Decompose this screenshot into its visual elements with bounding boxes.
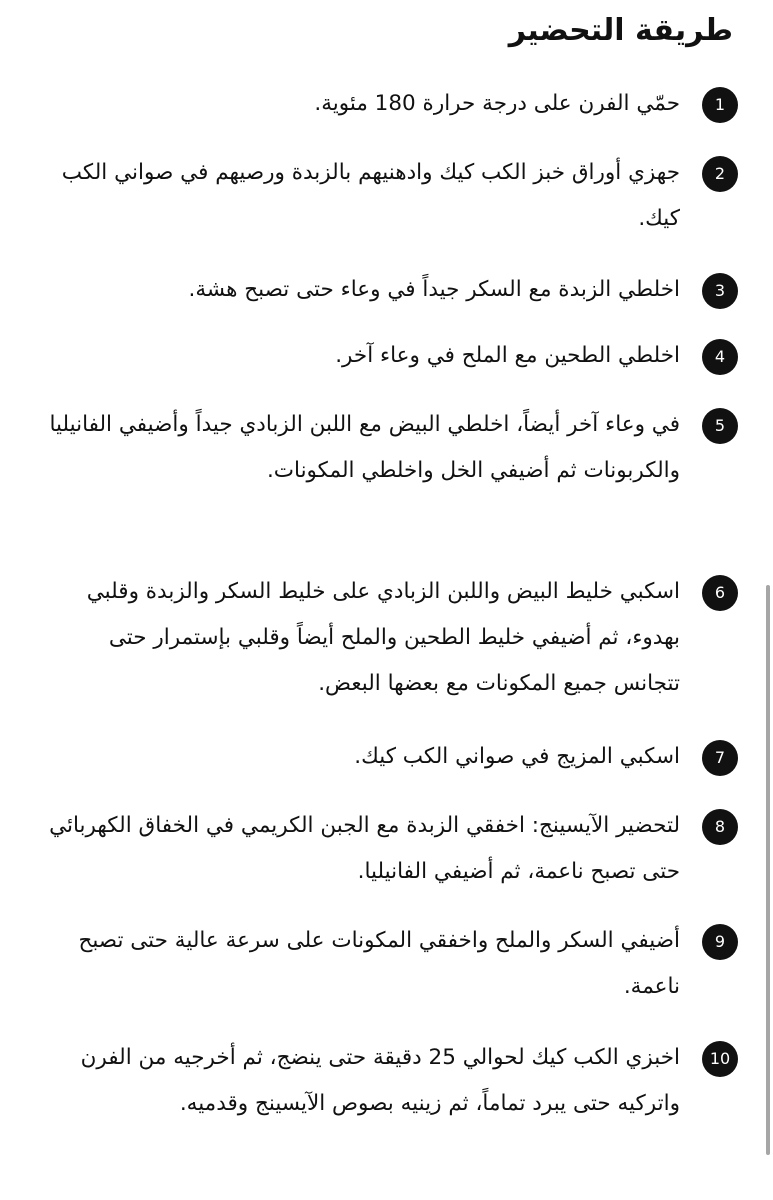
step-text: اخلطي الطحين مع الملح في وعاء آخر. bbox=[335, 343, 680, 368]
step-text: اسكبي المزيج في صواني الكب كيك. bbox=[354, 744, 680, 769]
step-number-badge: 4 bbox=[702, 339, 738, 375]
step-number-badge: 9 bbox=[702, 924, 738, 960]
step-text: اخلطي الزبدة مع السكر جيداً في وعاء حتى تصبح هشة. bbox=[188, 277, 680, 302]
step-number-badge: 3 bbox=[702, 273, 738, 309]
step-number-badge: 1 bbox=[702, 87, 738, 123]
step-item-10 bbox=[38, 1035, 738, 1127]
step-number-badge: 6 bbox=[702, 575, 738, 611]
step-item-6 bbox=[38, 569, 738, 707]
step-item-4 bbox=[38, 333, 738, 379]
step-text: أضيفي السكر والملح واخفقي المكونات على سرعة عالية حتى تصبح ناعمة. bbox=[78, 928, 680, 999]
step-text: حمّي الفرن على درجة حرارة 180 مئوية. bbox=[314, 91, 680, 116]
step-item-7 bbox=[38, 734, 738, 780]
step-text: لتحضير الآيسينج: اخفقي الزبدة مع الجبن الكريمي في الخفاق الكهربائي حتى تصبح ناعمة، ثم أضيفي الفانيليا. bbox=[49, 813, 680, 884]
step-number-badge: 8 bbox=[702, 809, 738, 845]
step-item-5 bbox=[38, 402, 738, 494]
step-text: اخبزي الكب كيك لحوالي 25 دقيقة حتى ينضج، ثم أخرجيه من الفرن واتركيه حتى يبرد تماماً، ثم زينيه بصوص الآيسينج وقدميه. bbox=[80, 1045, 680, 1116]
section-title: طريقة التحضير bbox=[508, 13, 733, 48]
step-number-badge: 5 bbox=[702, 408, 738, 444]
step-number-badge: 2 bbox=[702, 156, 738, 192]
step-text: في وعاء آخر أيضاً، اخلطي البيض مع اللبن الزبادي جيداً وأضيفي الفانيليا والكربونات ثم أضيفي الخل واخلطي المكونات. bbox=[49, 412, 680, 483]
step-item-9 bbox=[38, 918, 738, 1010]
step-item-1 bbox=[38, 81, 738, 127]
vertical-scrollbar[interactable] bbox=[766, 585, 770, 1155]
step-item-2 bbox=[38, 150, 738, 242]
step-item-8 bbox=[38, 803, 738, 895]
step-number-badge: 10 bbox=[702, 1041, 738, 1077]
step-number-badge: 7 bbox=[702, 740, 738, 776]
step-text: جهزي أوراق خبز الكب كيك وادهنيهم بالزبدة ورصيهم في صواني الكب كيك. bbox=[61, 160, 680, 231]
step-item-3 bbox=[38, 267, 738, 313]
step-text: اسكبي خليط البيض واللبن الزبادي على خليط السكر والزبدة وقلبي بهدوء، ثم أضيفي خليط الطحين والملح أيضاً وقلبي بإستمرار حتى تتجانس جميع المكونات مع بعضها البعض. bbox=[86, 579, 680, 696]
